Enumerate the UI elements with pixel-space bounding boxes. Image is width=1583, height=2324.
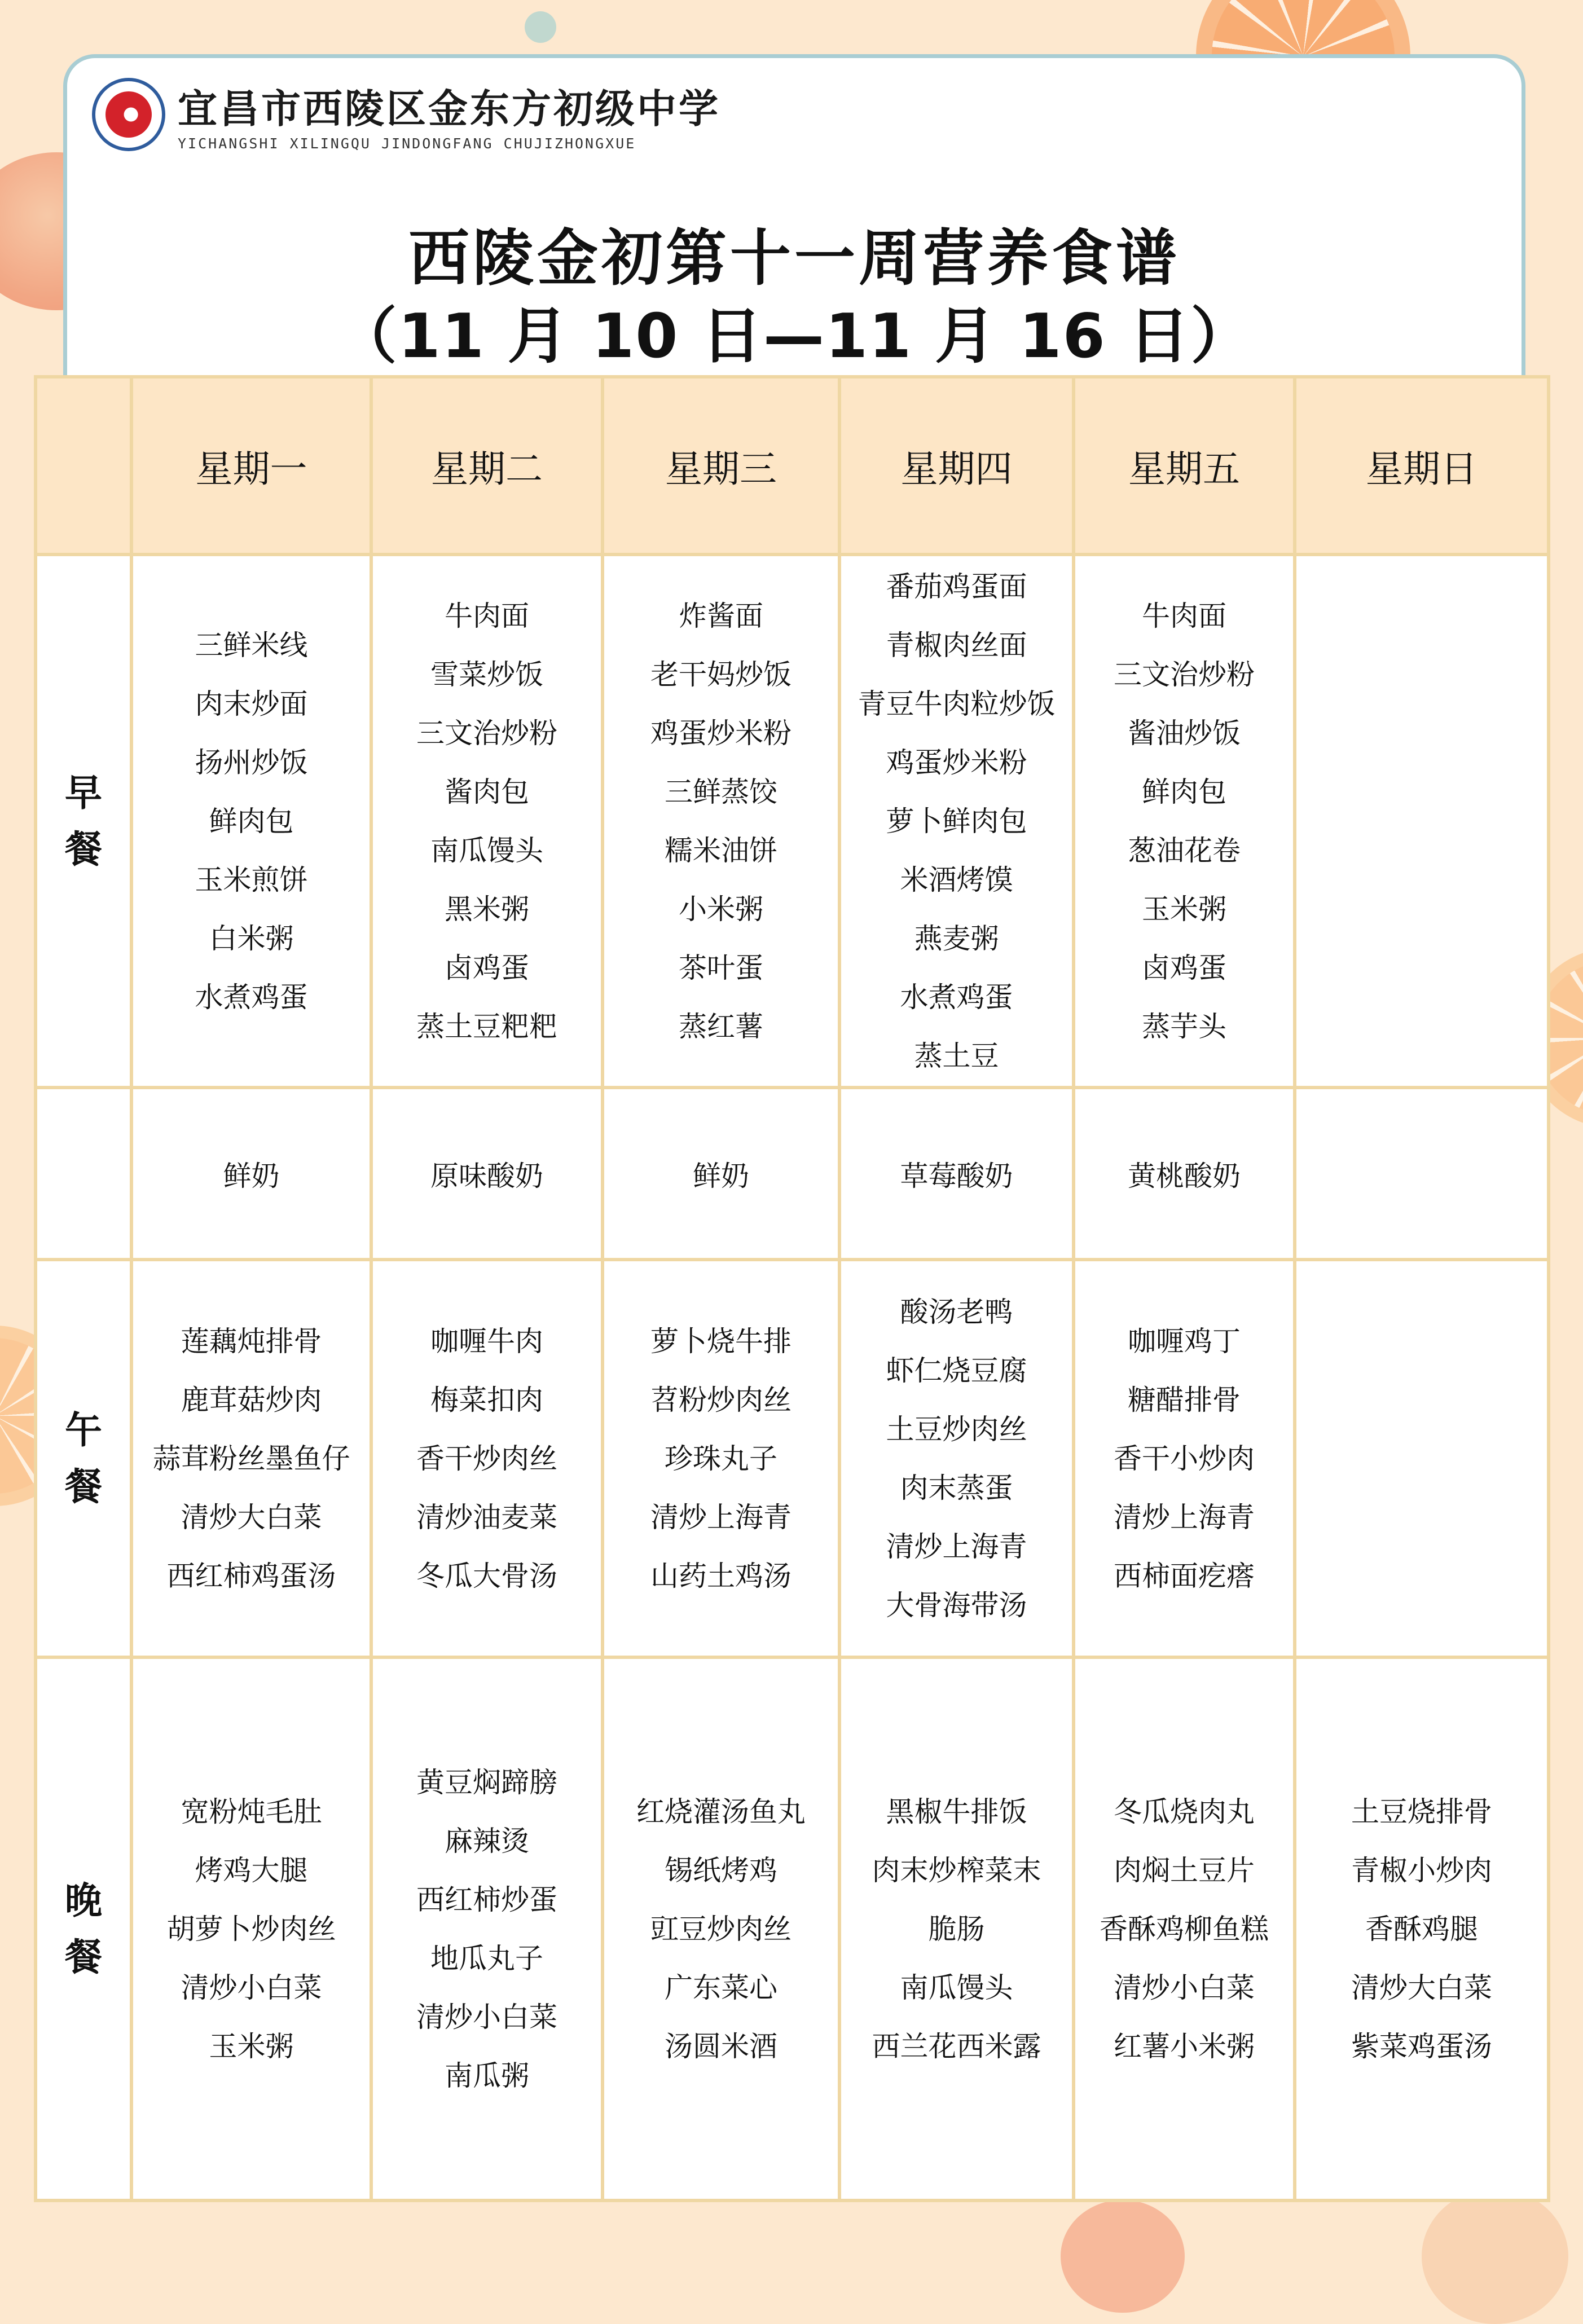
menu-item: 清炒小白菜 (1114, 1971, 1255, 2004)
menu-item: 清炒上海青 (650, 1500, 792, 1534)
menu-item: 糯米油饼 (665, 834, 777, 867)
menu-item: 红烧灌汤鱼丸 (636, 1795, 806, 1828)
menu-item: 扬州炒饭 (195, 746, 308, 779)
menu-cell (603, 1260, 839, 1657)
menu-item: 冬瓜烧肉丸 (1114, 1795, 1255, 1828)
menu-item: 清炒大白菜 (1351, 1971, 1492, 2004)
menu-item: 蒜茸粉丝墨鱼仔 (152, 1442, 350, 1475)
menu-cell (1295, 1260, 1549, 1657)
menu-item: 南瓜馒头 (900, 1971, 1013, 2004)
menu-item: 山药土鸡汤 (650, 1559, 792, 1592)
menu-item: 青豆牛肉粒炒饭 (858, 687, 1056, 720)
menu-item: 卤鸡蛋 (445, 951, 529, 984)
menu-item: 肉末蒸蛋 (900, 1471, 1013, 1504)
menu-item: 萝卜烧牛排 (650, 1324, 792, 1358)
menu-item: 肉焖土豆片 (1114, 1854, 1255, 1887)
menu-item: 烤鸡大腿 (195, 1854, 308, 1887)
menu-item: 土豆烧排骨 (1351, 1795, 1492, 1828)
menu-item: 香酥鸡腿 (1365, 1912, 1478, 1946)
menu-item: 紫菜鸡蛋汤 (1351, 2030, 1492, 2063)
day-header: 星期三 (603, 377, 839, 554)
menu-item: 鲜肉包 (209, 804, 294, 838)
menu-item: 肉末炒榨菜末 (872, 1854, 1041, 1887)
menu-cell (131, 1657, 371, 2200)
meal-label-snack (36, 1088, 131, 1260)
menu-item: 珍珠丸子 (665, 1442, 777, 1475)
menu-item: 米酒烤馍 (900, 863, 1013, 896)
menu-item: 牛肉面 (1142, 599, 1226, 632)
menu-item: 三鲜米线 (195, 628, 308, 662)
menu-item: 西红柿炒蛋 (416, 1883, 557, 1916)
corner-cell (36, 377, 131, 554)
menu-cell (1295, 554, 1549, 1088)
leaf-decoration (525, 11, 556, 43)
menu-item: 南瓜粥 (445, 2059, 529, 2092)
menu-cell (1074, 1260, 1295, 1657)
menu-item: 玉米煎饼 (195, 863, 308, 896)
menu-item: 老干妈炒饭 (650, 658, 792, 691)
school-logo-block (92, 77, 720, 152)
menu-item: 番茄鸡蛋面 (886, 570, 1027, 603)
menu-cell (1074, 554, 1295, 1088)
snack-cell: 鲜奶 (131, 1088, 371, 1260)
menu-item: 三文治炒粉 (1114, 658, 1255, 691)
menu-item: 鹿茸菇炒肉 (181, 1383, 322, 1416)
menu-item: 蒸芋头 (1142, 1010, 1226, 1043)
menu-item: 宽粉炖毛肚 (181, 1795, 322, 1828)
menu-item: 地瓜丸子 (430, 1942, 543, 1975)
menu-item: 雪菜炒饭 (430, 658, 543, 691)
menu-item: 蒸红薯 (679, 1010, 763, 1043)
snack-cell: 黄桃酸奶 (1074, 1088, 1295, 1260)
menu-item: 黑米粥 (445, 892, 529, 926)
menu-cell (1295, 1657, 1549, 2200)
menu-item: 燕麦粥 (914, 922, 999, 955)
snack-row (36, 1088, 1549, 1260)
meal-label-dinner: 晚 餐 (36, 1657, 131, 2200)
day-header: 星期二 (371, 377, 603, 554)
menu-item: 小米粥 (679, 892, 763, 926)
menu-item: 红薯小米粥 (1114, 2030, 1255, 2063)
page-title: 西陵金初第十一周营养食谱 (408, 223, 1180, 294)
menu-item: 鸡蛋炒米粉 (650, 716, 792, 750)
menu-cell (131, 554, 371, 1088)
menu-cell (371, 1657, 603, 2200)
menu-item: 水煮鸡蛋 (195, 980, 308, 1014)
snack-cell: 原味酸奶 (371, 1088, 603, 1260)
lunch-row (36, 1260, 1549, 1657)
school-name-en: YICHANGSHI XILINGQU JINDONGFANG CHUJIZHONGXUE (178, 135, 636, 152)
breakfast-row (36, 554, 1549, 1088)
menu-item: 蒸土豆 (914, 1039, 999, 1072)
menu-item: 炸酱面 (679, 599, 763, 632)
menu-item: 西兰花西米露 (872, 2030, 1041, 2063)
menu-item: 肉末炒面 (195, 687, 308, 720)
menu-item: 香干炒肉丝 (416, 1442, 557, 1475)
menu-item: 水煮鸡蛋 (900, 980, 1013, 1014)
menu-cell (1074, 1657, 1295, 2200)
menu-item: 清炒上海青 (1114, 1500, 1255, 1534)
menu-item: 大骨海带汤 (886, 1588, 1027, 1622)
day-header: 星期四 (839, 377, 1074, 554)
menu-item: 清炒油麦菜 (416, 1500, 557, 1534)
snack-cell: 草莓酸奶 (839, 1088, 1074, 1260)
menu-item: 三文治炒粉 (416, 716, 557, 750)
menu-item: 咖喱鸡丁 (1128, 1324, 1241, 1358)
menu-item: 牛肉面 (445, 599, 529, 632)
menu-item: 鸡蛋炒米粉 (886, 746, 1027, 779)
day-header: 星期一 (131, 377, 371, 554)
header-card (63, 54, 1525, 404)
menu-cell (603, 554, 839, 1088)
menu-item: 玉米粥 (1142, 892, 1226, 926)
menu-item: 蒸土豆粑粑 (416, 1010, 557, 1043)
menu-item: 卤鸡蛋 (1142, 951, 1226, 984)
menu-item: 香酥鸡柳鱼糕 (1100, 1912, 1269, 1946)
day-header: 星期五 (1074, 377, 1295, 554)
menu-item: 糖醋排骨 (1128, 1383, 1241, 1416)
menu-item: 脆肠 (928, 1912, 985, 1946)
snack-cell: 鲜奶 (603, 1088, 839, 1260)
menu-cell (839, 1260, 1074, 1657)
page-subtitle-date-range: （11 月 10 日—11 月 16 日） (336, 301, 1253, 372)
menu-cell (371, 554, 603, 1088)
menu-item: 虾仁烧豆腐 (886, 1354, 1027, 1387)
snack-cell (1295, 1088, 1549, 1260)
menu-item: 鲜肉包 (1142, 775, 1226, 808)
menu-item: 梅菜扣肉 (430, 1383, 543, 1416)
menu-item: 清炒小白菜 (181, 1971, 322, 2004)
menu-item: 广东菜心 (665, 1971, 777, 2004)
school-emblem-icon (92, 78, 165, 151)
menu-item: 土豆炒肉丝 (886, 1412, 1027, 1446)
menu-item: 黑椒牛排饭 (886, 1795, 1027, 1828)
meal-label-lunch: 午 餐 (36, 1260, 131, 1657)
peach-decoration (1061, 2200, 1185, 2313)
menu-table (34, 375, 1550, 2202)
menu-item: 汤圆米酒 (665, 2030, 777, 2063)
menu-item: 胡萝卜炒肉丝 (166, 1912, 336, 1946)
menu-item: 麻辣烫 (445, 1824, 529, 1858)
menu-item: 香干小炒肉 (1114, 1442, 1255, 1475)
menu-cell (131, 1260, 371, 1657)
peach-decoration (1422, 2189, 1568, 2324)
menu-item: 黄豆焖蹄膀 (416, 1766, 557, 1799)
menu-item: 青椒肉丝面 (886, 628, 1027, 662)
menu-item: 酸汤老鸭 (900, 1295, 1013, 1328)
menu-item: 西红柿鸡蛋汤 (166, 1559, 336, 1592)
menu-item: 青椒小炒肉 (1351, 1854, 1492, 1887)
menu-item: 酱油炒饭 (1128, 716, 1241, 750)
menu-item: 咖喱牛肉 (430, 1324, 543, 1358)
menu-cell (603, 1657, 839, 2200)
menu-item: 酱肉包 (445, 775, 529, 808)
menu-item: 西柿面疙瘩 (1114, 1559, 1255, 1592)
menu-item: 锡纸烤鸡 (665, 1854, 777, 1887)
menu-item: 清炒大白菜 (181, 1500, 322, 1534)
menu-item: 三鲜蒸饺 (665, 775, 777, 808)
menu-item: 葱油花卷 (1128, 834, 1241, 867)
dinner-row (36, 1657, 1549, 2200)
day-header-row (36, 377, 1549, 554)
menu-item: 茶叶蛋 (679, 951, 763, 984)
menu-item: 南瓜馒头 (430, 834, 543, 867)
menu-cell (839, 554, 1074, 1088)
menu-item: 白米粥 (209, 922, 294, 955)
menu-item: 苕粉炒肉丝 (650, 1383, 792, 1416)
day-header: 星期日 (1295, 377, 1549, 554)
menu-item: 冬瓜大骨汤 (416, 1559, 557, 1592)
menu-item: 清炒小白菜 (416, 2000, 557, 2034)
school-name-cn: 宜昌市西陵区金东方初级中学 (178, 85, 720, 132)
menu-item: 豇豆炒肉丝 (650, 1912, 792, 1946)
menu-cell (839, 1657, 1074, 2200)
menu-item: 莲藕炖排骨 (181, 1324, 322, 1358)
menu-cell (371, 1260, 603, 1657)
meal-label-breakfast: 早 餐 (36, 554, 131, 1088)
menu-item: 玉米粥 (209, 2030, 294, 2063)
menu-item: 清炒上海青 (886, 1530, 1027, 1563)
menu-item: 萝卜鲜肉包 (886, 804, 1027, 838)
